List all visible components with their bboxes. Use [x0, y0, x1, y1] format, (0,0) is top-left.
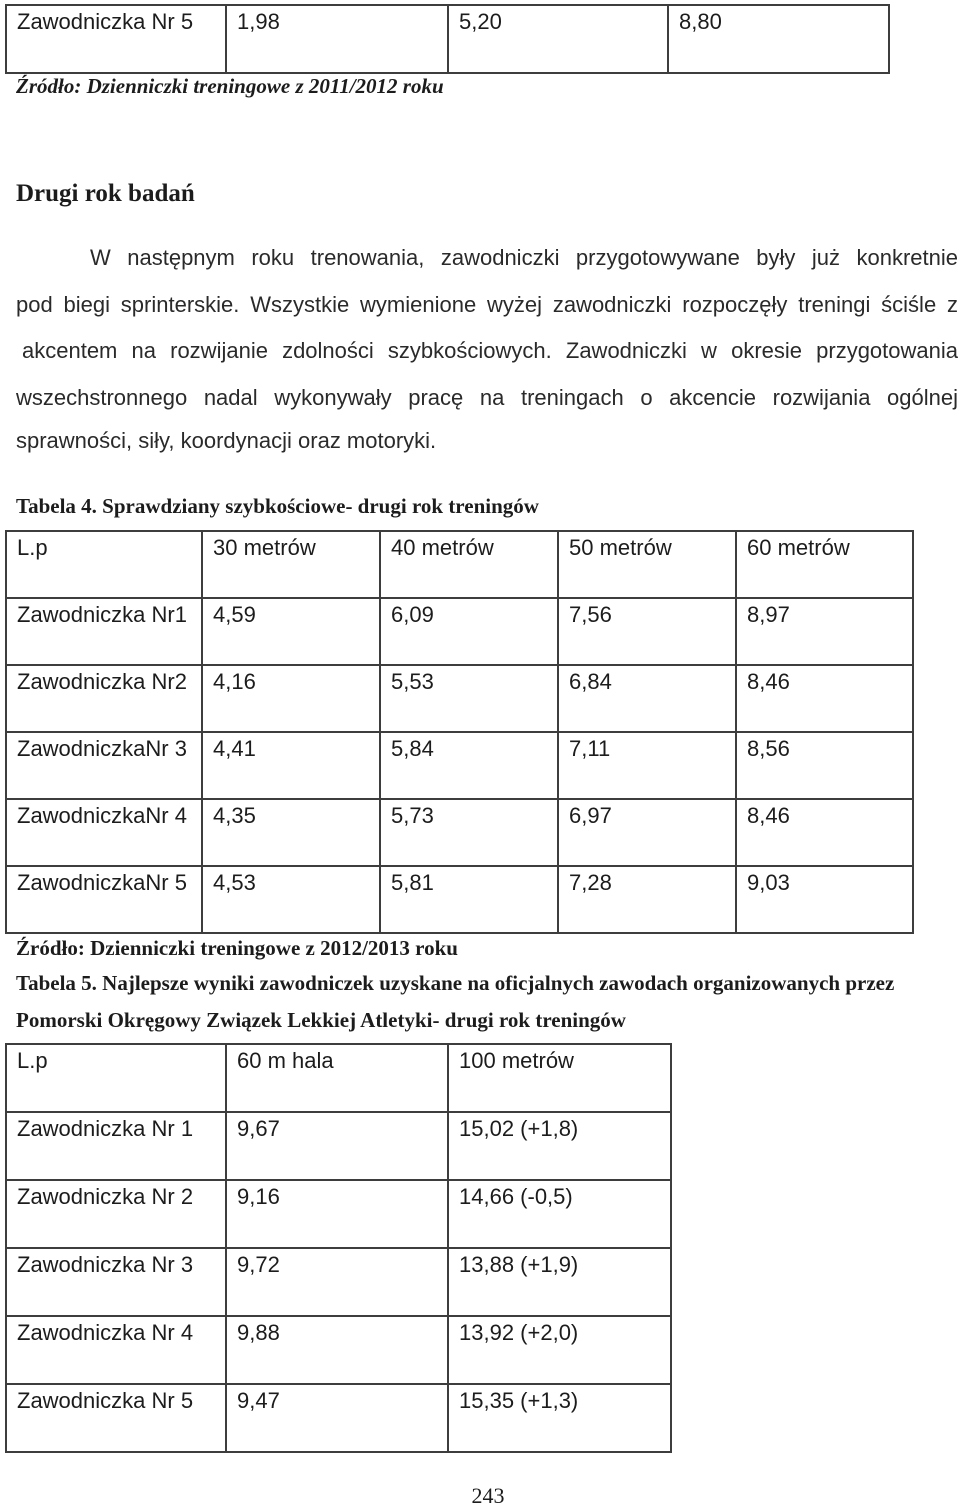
row-label-cell: Zawodniczka Nr 5	[6, 5, 226, 73]
value-cell: 8,80	[668, 5, 889, 73]
row-label-cell: Zawodniczka Nr 3	[6, 1248, 226, 1316]
column-header: 60 m hala	[226, 1044, 448, 1112]
table-caption: Tabela 5. Najlepsze wyniki zawodniczek uzyskane na oficjalnych zawodach organizowanych przez	[16, 971, 895, 995]
table-4	[5, 530, 914, 934]
paragraph-line: akcentem na rozwijanie zdolności szybkościowych. Zawodniczki w okresie przygotowania	[22, 338, 958, 363]
table-caption: Tabela 4. Sprawdziany szybkościowe- drugi rok treningów	[16, 494, 539, 518]
value-cell: 5,53	[380, 665, 558, 732]
table-row	[6, 1112, 671, 1180]
source-note: Źródło: Dzienniczki treningowe z 2012/2013 roku	[16, 936, 458, 960]
value-cell: 8,97	[736, 598, 913, 665]
value-cell: 7,28	[558, 866, 736, 933]
value-cell: 1,98	[226, 5, 448, 73]
column-header: 100 metrów	[448, 1044, 671, 1112]
value-cell: 13,88 (+1,9)	[448, 1248, 671, 1316]
table-row	[6, 1248, 671, 1316]
table-row	[6, 1316, 671, 1384]
table-caption: Pomorski Okręgowy Związek Lekkiej Atletyki- drugi rok treningów	[16, 1008, 626, 1032]
value-cell: 14,66 (-0,5)	[448, 1180, 671, 1248]
table-row	[6, 598, 913, 665]
value-cell: 4,41	[202, 732, 380, 799]
value-cell: 4,53	[202, 866, 380, 933]
source-note: Źródło: Dzienniczki treningowe z 2011/2012 roku	[16, 74, 444, 98]
paragraph-line: wszechstronnego nadal wykonywały pracę na treningach o akcencie rozwijania ogólnej	[16, 385, 958, 410]
continued-table	[5, 4, 890, 74]
row-label-cell: Zawodniczka Nr 2	[6, 1180, 226, 1248]
column-header: 50 metrów	[558, 531, 736, 598]
column-header: L.p	[6, 1044, 226, 1112]
value-cell: 4,35	[202, 799, 380, 866]
paragraph-line: sprawności, siły, koordynacji oraz motoryki.	[16, 428, 437, 453]
value-cell: 9,47	[226, 1384, 448, 1452]
row-label-cell: ZawodniczkaNr 3	[6, 732, 202, 799]
value-cell: 8,46	[736, 799, 913, 866]
row-label-cell: Zawodniczka Nr1	[6, 598, 202, 665]
value-cell: 15,35 (+1,3)	[448, 1384, 671, 1452]
paragraph-line: W następnym roku trenowania, zawodniczki przygotowywane były już konkretnie	[90, 245, 958, 270]
table-row	[6, 1384, 671, 1452]
table-5	[5, 1043, 672, 1453]
row-label-cell: Zawodniczka Nr 1	[6, 1112, 226, 1180]
table-row	[6, 1180, 671, 1248]
row-label-cell: ZawodniczkaNr 4	[6, 799, 202, 866]
value-cell: 5,73	[380, 799, 558, 866]
value-cell: 5,84	[380, 732, 558, 799]
row-label-cell: Zawodniczka Nr 4	[6, 1316, 226, 1384]
paragraph-line: pod biegi sprinterskie. Wszystkie wymienione wyżej zawodniczki rozpoczęły treningi ściśle z	[16, 292, 958, 317]
row-label-cell: Zawodniczka Nr 5	[6, 1384, 226, 1452]
value-cell: 15,02 (+1,8)	[448, 1112, 671, 1180]
table-row	[6, 665, 913, 732]
value-cell: 9,16	[226, 1180, 448, 1248]
value-cell: 9,67	[226, 1112, 448, 1180]
value-cell: 8,46	[736, 665, 913, 732]
table-header-row	[6, 1044, 671, 1112]
value-cell: 13,92 (+2,0)	[448, 1316, 671, 1384]
column-header: L.p	[6, 531, 202, 598]
page-number: 243	[471, 1483, 505, 1508]
column-header: 60 metrów	[736, 531, 913, 598]
table-row	[6, 866, 913, 933]
section-heading: Drugi rok badań	[16, 180, 195, 207]
value-cell: 5,20	[448, 5, 668, 73]
table-header-row	[6, 531, 913, 598]
value-cell: 7,56	[558, 598, 736, 665]
value-cell: 9,88	[226, 1316, 448, 1384]
value-cell: 9,03	[736, 866, 913, 933]
value-cell: 6,09	[380, 598, 558, 665]
column-header: 40 metrów	[380, 531, 558, 598]
row-label-cell: ZawodniczkaNr 5	[6, 866, 202, 933]
value-cell: 6,84	[558, 665, 736, 732]
value-cell: 8,56	[736, 732, 913, 799]
value-cell: 4,16	[202, 665, 380, 732]
value-cell: 9,72	[226, 1248, 448, 1316]
table-row	[6, 5, 889, 73]
value-cell: 6,97	[558, 799, 736, 866]
column-header: 30 metrów	[202, 531, 380, 598]
value-cell: 7,11	[558, 732, 736, 799]
value-cell: 4,59	[202, 598, 380, 665]
value-cell: 5,81	[380, 866, 558, 933]
table-row	[6, 799, 913, 866]
row-label-cell: Zawodniczka Nr2	[6, 665, 202, 732]
table-row	[6, 732, 913, 799]
